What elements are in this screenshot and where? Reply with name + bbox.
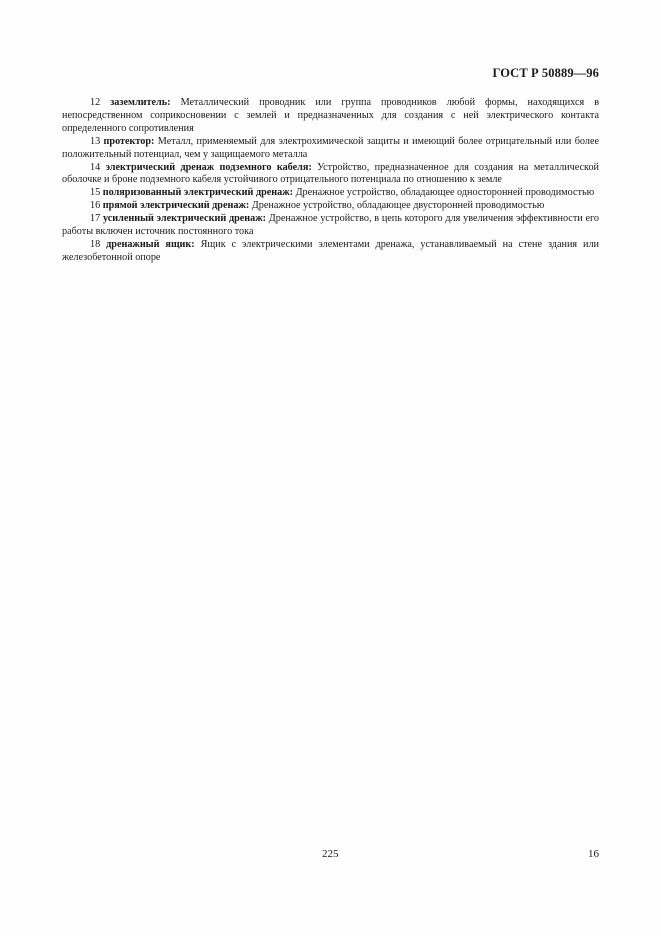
definition-number: 16 [90, 200, 101, 212]
definition-item [62, 162, 599, 188]
definition-item [62, 187, 599, 200]
definition-item [62, 213, 599, 239]
definition-number: 18 [90, 238, 101, 250]
definition-term: дренажный ящик: [106, 238, 195, 250]
definition-item [62, 239, 599, 265]
definition-text: Металл, применяемый для электрохимической защиты и имеющий более отрицательный или более положительный потенциал, чем у защищаемого металла [62, 135, 599, 160]
sheet-number: 16 [588, 848, 599, 860]
definition-number: 13 [90, 135, 101, 147]
definition-item [62, 200, 599, 213]
definition-number: 14 [90, 161, 101, 173]
definition-text: Дренажное устройство, обладающее односторонней проводимостью [295, 187, 595, 199]
definition-text: Металлический проводник или группа проводников любой формы, находящихся в непосредственном соприкосновении с землей и предназначенных для создания с ней электрического контакта определенного сопротивления [62, 97, 600, 134]
definition-term: электрический дренаж подземного кабеля: [105, 161, 312, 173]
definition-text: Дренажное устройство, обладающее двусторонней проводимостью [251, 200, 545, 212]
definition-item [62, 97, 599, 136]
definition-number: 15 [90, 187, 101, 199]
definition-term: усиленный электрический дренаж: [102, 213, 267, 225]
definition-term: заземлитель: [110, 97, 171, 108]
definition-item [62, 136, 599, 162]
definition-term: протектор: [103, 135, 155, 147]
definition-term: прямой электрический дренаж: [102, 200, 250, 212]
definition-text: Ящик с электрическими элементами дренажа, устанавливаемый на стене здания или железобетонной опоре [62, 238, 600, 263]
document-code: ГОСТ Р 50889—96 [492, 66, 599, 80]
definition-number: 12 [90, 97, 101, 108]
page-number: 225 [322, 848, 339, 860]
definition-text: Дренажное устройство, в цепь которого для увеличения эффективности его работы включен источник постоянного тока [62, 213, 600, 238]
definition-term: поляризованный электрический дренаж: [102, 187, 294, 199]
definitions-list [62, 97, 599, 265]
definition-number: 17 [90, 213, 101, 225]
definition-text: Устройство, предназначенное для создания на металлической оболочке и броне подземного кабеля устойчивого отрицательного потенциала по отношению к земле [62, 161, 600, 186]
